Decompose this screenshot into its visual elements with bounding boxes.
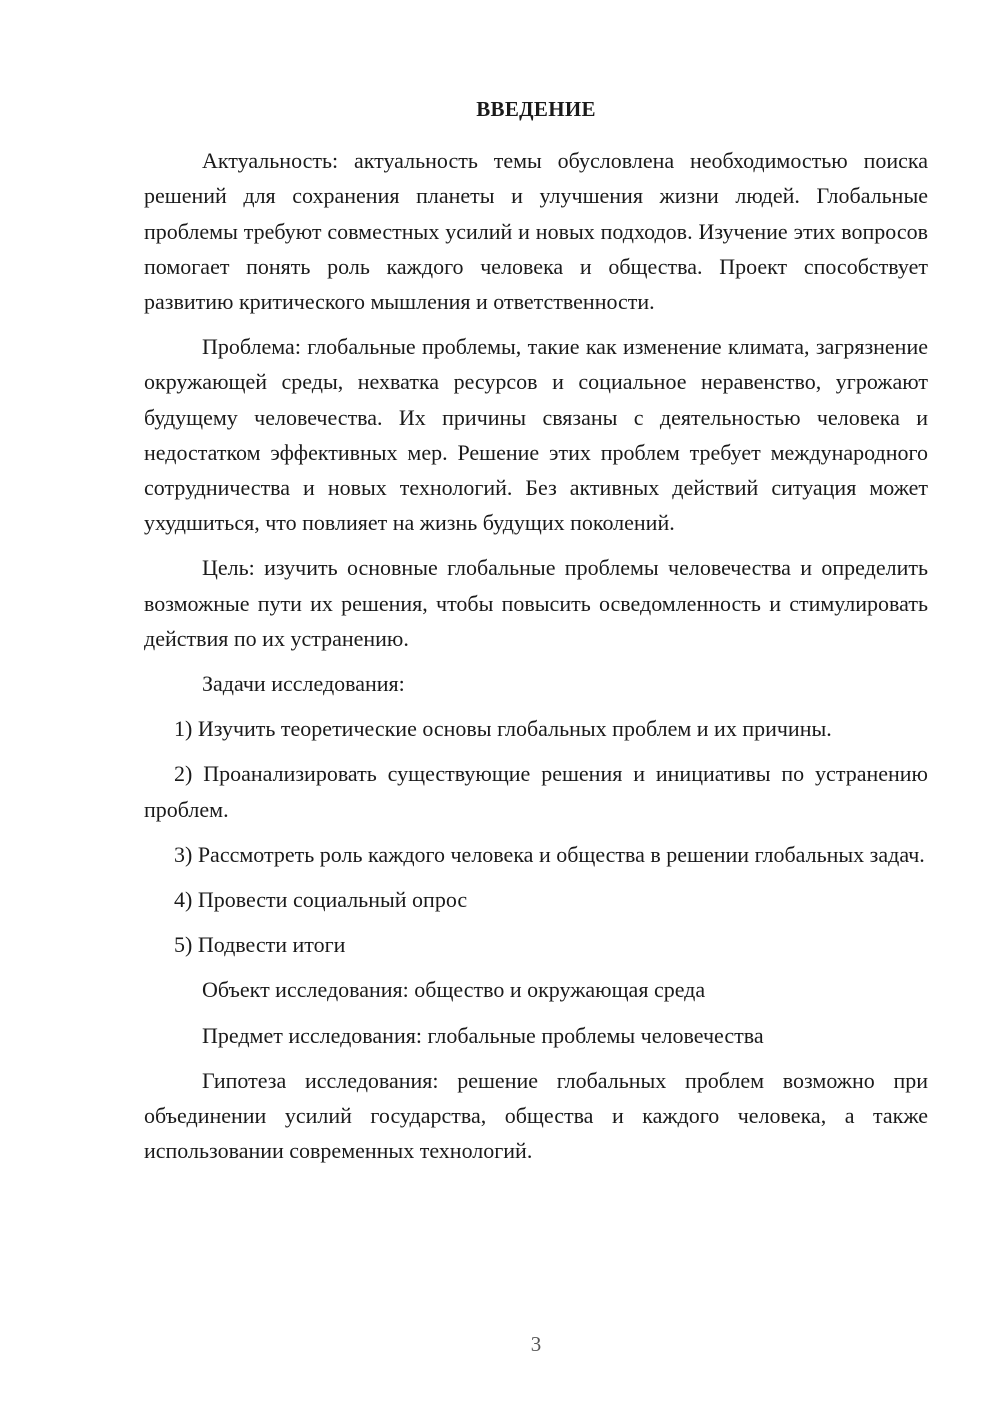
- problem-paragraph: Проблема: глобальные проблемы, такие как изменение климата, загрязнение окружающей среды, нехватка ресурсов и социальное неравенство, угрожают будущему человечества. Их причины связаны с деятельностью человека и недостатком эффективных мер. Решение этих проблем требует международного сотрудничества и новых технологий. Без активных действий ситуация может ухудшиться, что повлияет на жизнь будущих поколений.: [144, 334, 928, 536]
- goal-paragraph: Цель: изучить основные глобальные проблемы человечества и определить возможные пути их решения, чтобы повысить осведомленность и стимулировать действия по их устранению.: [144, 555, 928, 651]
- task-item-4: 4) Провести социальный опрос: [174, 887, 468, 913]
- page-title: ВВЕДЕНИЕ: [476, 97, 596, 121]
- relevance-paragraph: Актуальность: актуальность темы обусловлена необходимостью поиска решений для сохранения планеты и улучшения жизни людей. Глобальные проблемы требуют совместных усилий и новых подходов. Изучение этих вопросов помогает понять роль каждого человека и общества. Проект способствует развитию критического мышления и ответственности.: [144, 148, 928, 315]
- subject-paragraph: Предмет исследования: глобальные проблемы человечества: [202, 1022, 764, 1048]
- task-item-3: 3) Рассмотреть роль каждого человека и общества в решении глобальных задач.: [174, 841, 925, 867]
- hypothesis-paragraph: Гипотеза исследования: решение глобальных проблем возможно при объединении усилий государства, общества и каждого человека, а также использовании современных технологий.: [144, 1067, 928, 1164]
- task-item-2: 2) Проанализировать существующие решения и инициативы по устранению проблем.: [144, 761, 928, 822]
- object-paragraph: Объект исследования: общество и окружающая среда: [202, 977, 706, 1003]
- task-item-1: 1) Изучить теоретические основы глобальных проблем и их причины.: [174, 716, 832, 742]
- page-content: [144, 92, 928, 1178]
- page-number: 3: [530, 1332, 542, 1356]
- tasks-heading: Задачи исследования:: [202, 671, 405, 697]
- task-item-5: 5) Подвести итоги: [174, 932, 346, 958]
